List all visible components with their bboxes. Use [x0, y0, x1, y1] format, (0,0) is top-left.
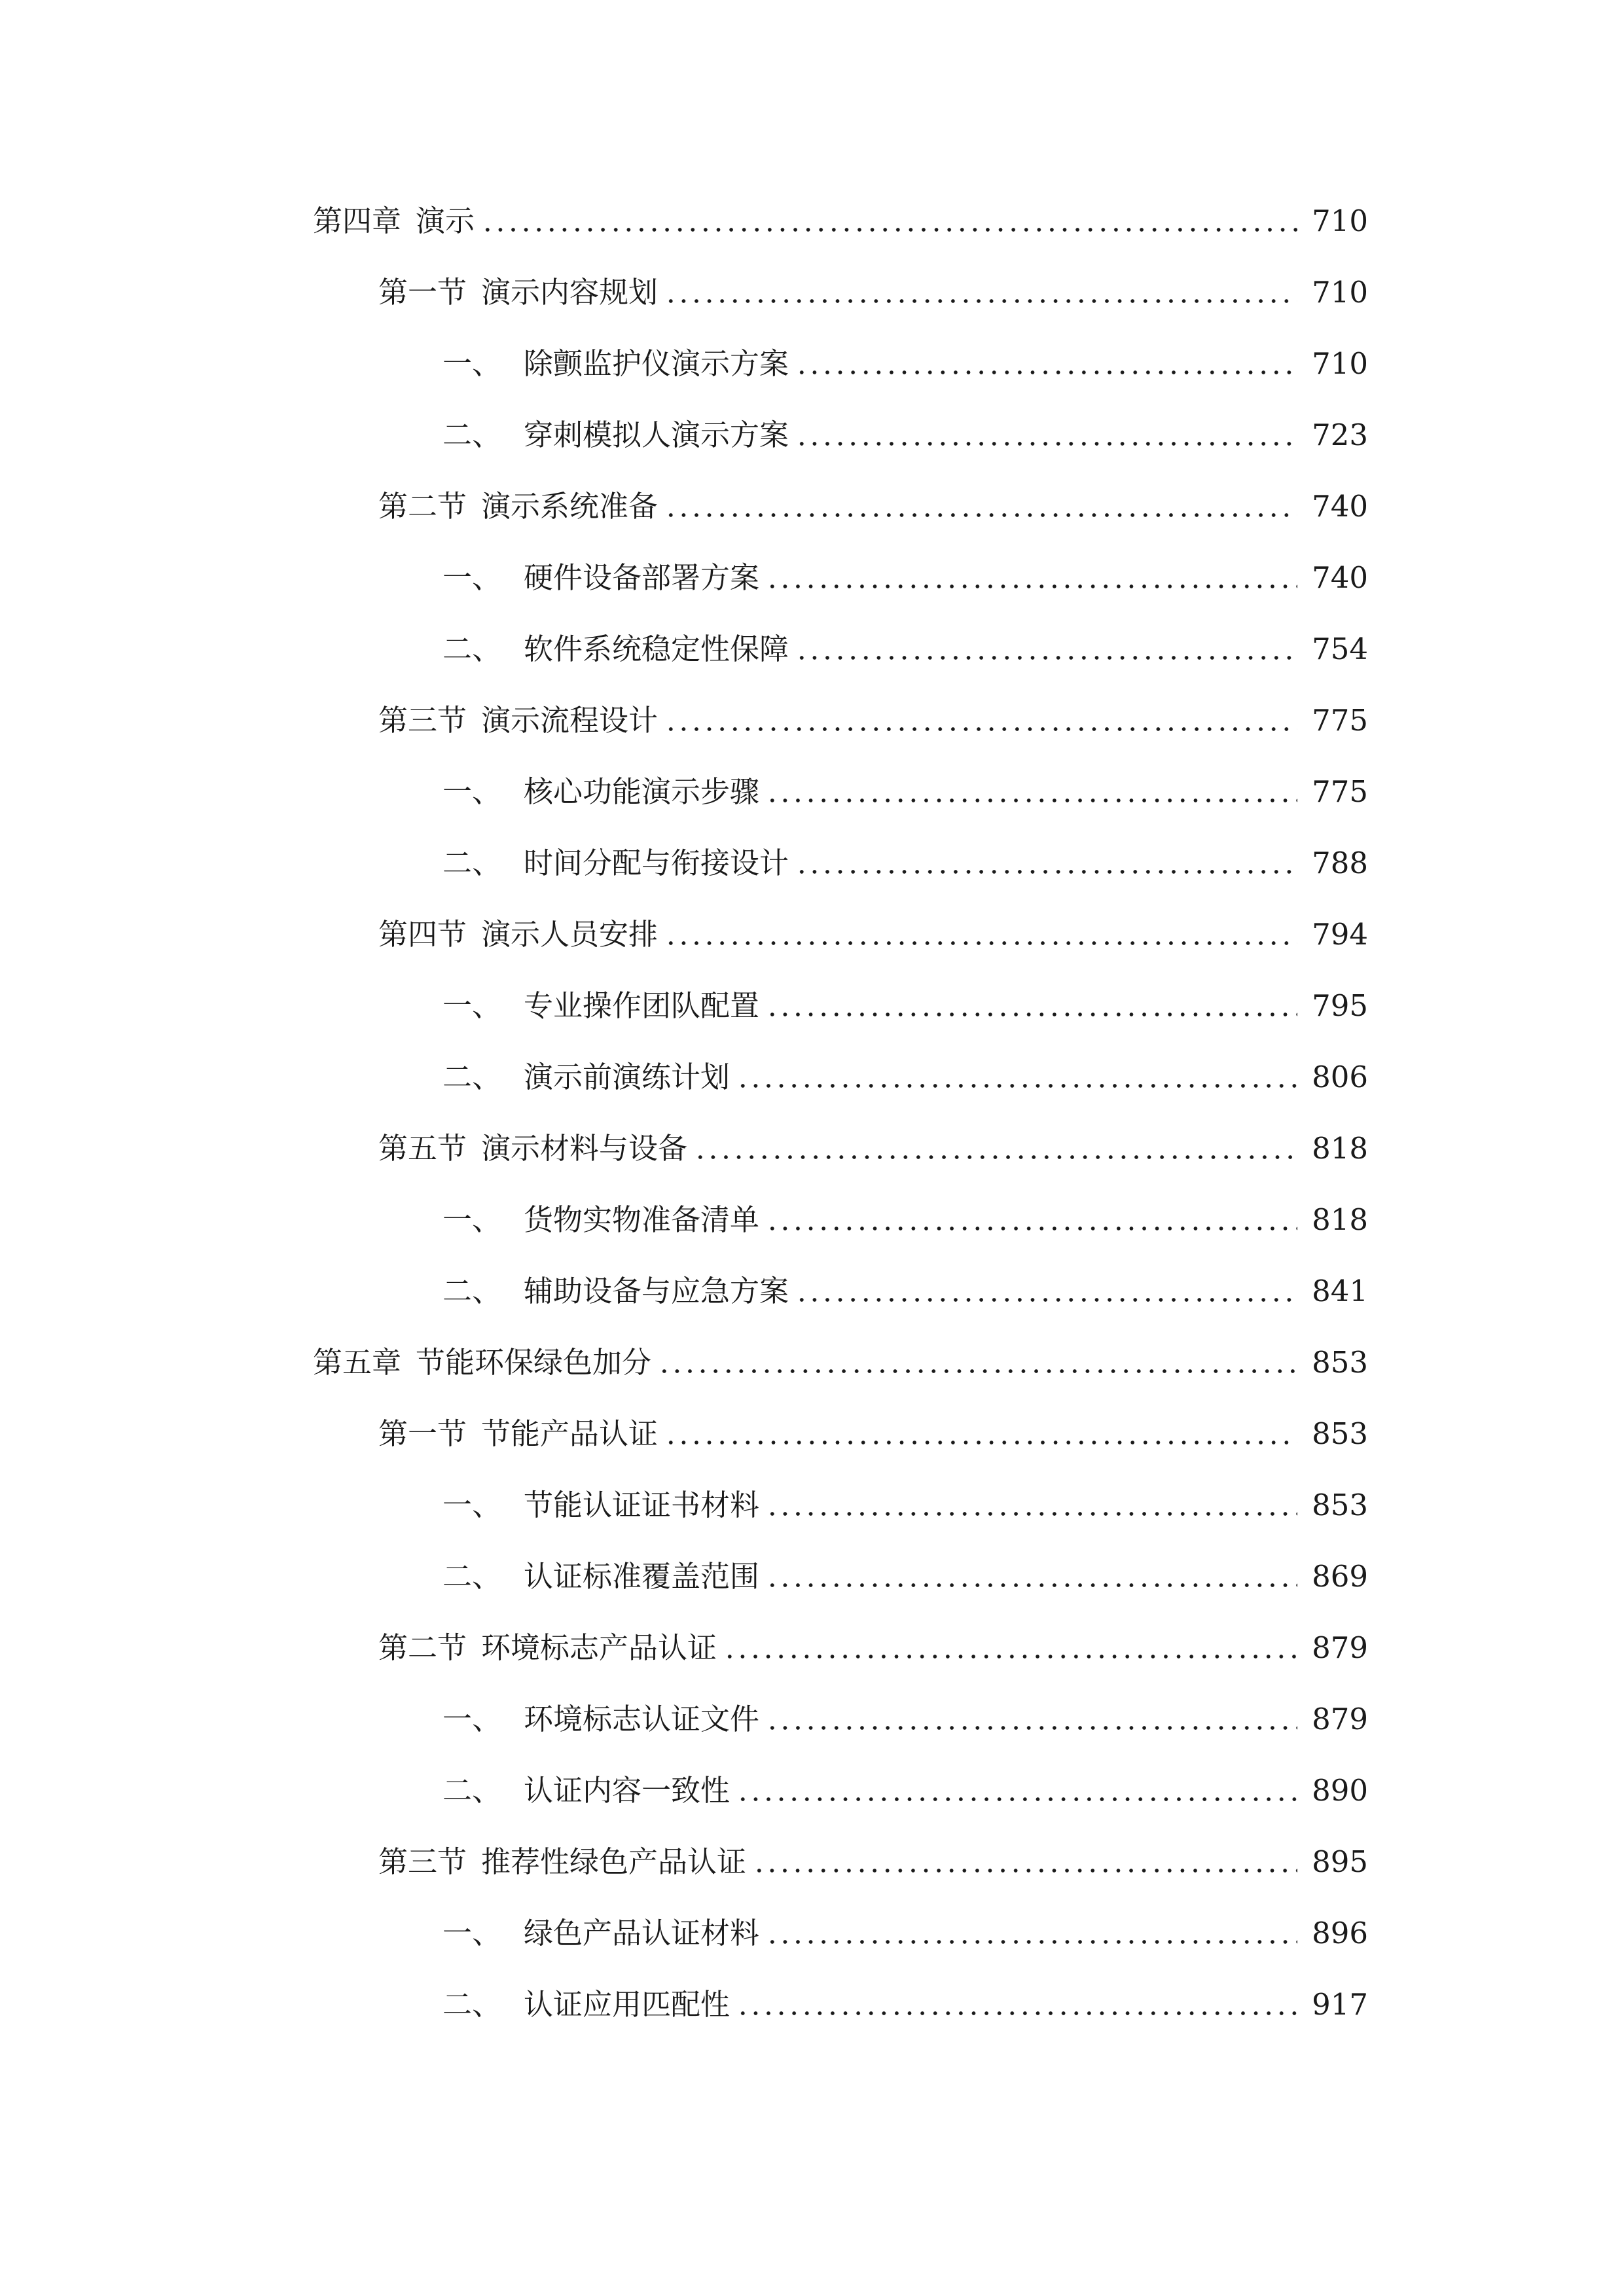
toc-label — [442, 845, 789, 882]
toc-entry-section[interactable] — [378, 907, 1368, 953]
toc-number: 二、 — [442, 1987, 502, 2022]
toc-page-number: 723 — [1312, 418, 1368, 452]
toc-entry-subsection[interactable] — [442, 1478, 1368, 1524]
toc-entry-subsection[interactable] — [442, 336, 1368, 382]
toc-label — [442, 1558, 759, 1595]
toc-title: 环境标志产品认证 — [481, 1630, 717, 1665]
toc-dot-leader — [736, 1797, 1297, 1801]
toc-entry-chapter[interactable] — [313, 1335, 1368, 1381]
toc-dot-leader — [766, 1726, 1297, 1730]
toc-number: 二、 — [442, 1274, 502, 1308]
toc-title: 演示人员安排 — [481, 917, 659, 952]
toc-title: 推荐性绿色产品认证 — [481, 1844, 747, 1879]
toc-page-number: 818 — [1312, 1202, 1368, 1237]
toc-label — [378, 1130, 687, 1167]
toc-page-number: 841 — [1312, 1274, 1368, 1308]
toc-entry-subsection[interactable] — [442, 1193, 1368, 1238]
toc-entry-chapter[interactable] — [313, 194, 1368, 240]
toc-label — [442, 1487, 759, 1524]
toc-label — [442, 1915, 759, 1952]
toc-title: 演示前演练计划 — [524, 1060, 731, 1094]
toc-title: 演示流程设计 — [481, 703, 659, 738]
toc-entry-section[interactable] — [378, 479, 1368, 525]
toc-title: 时间分配与衔接设计 — [524, 846, 789, 880]
toc-number: 二、 — [442, 1773, 502, 1808]
toc-number: 第三节 — [378, 703, 467, 738]
toc-label — [378, 916, 658, 953]
toc-label — [313, 1344, 651, 1381]
toc-entry-subsection[interactable] — [442, 1763, 1368, 1809]
toc-title: 演示内容规划 — [481, 275, 659, 310]
toc-number: 第二节 — [378, 1630, 467, 1665]
toc-number: 一、 — [442, 346, 502, 381]
toc-page-number: 775 — [1312, 774, 1368, 809]
toc-dot-leader — [766, 1013, 1297, 1016]
toc-title: 除颤监护仪演示方案 — [524, 346, 789, 381]
toc-number: 一、 — [442, 1916, 502, 1950]
toc-label — [378, 274, 658, 311]
toc-title: 硬件设备部署方案 — [524, 560, 760, 595]
toc-title: 穿刺模拟人演示方案 — [524, 418, 789, 452]
toc-page-number: 853 — [1312, 1345, 1368, 1380]
toc-label — [378, 1416, 658, 1452]
toc-label — [313, 203, 475, 240]
toc-title: 绿色产品认证材料 — [524, 1916, 760, 1950]
toc-title: 核心功能演示步骤 — [524, 774, 760, 809]
toc-page-number: 740 — [1312, 560, 1368, 595]
toc-number: 一、 — [442, 1202, 502, 1237]
toc-entry-section[interactable] — [378, 693, 1368, 739]
toc-label — [378, 702, 658, 739]
toc-number: 第四节 — [378, 917, 467, 952]
toc-page-number: 710 — [1312, 275, 1368, 310]
toc-number: 一、 — [442, 988, 502, 1023]
toc-title: 节能环保绿色加分 — [416, 1345, 652, 1380]
toc-dot-leader — [694, 1155, 1297, 1159]
toc-page-number: 754 — [1312, 632, 1368, 666]
toc-number: 一、 — [442, 774, 502, 809]
toc-dot-leader — [664, 1441, 1297, 1444]
toc-label — [442, 1059, 730, 1096]
toc-page-number: 917 — [1312, 1987, 1368, 2022]
toc-page-number: 806 — [1312, 1060, 1368, 1094]
toc-entry-subsection[interactable] — [442, 1692, 1368, 1738]
toc-title: 演示材料与设备 — [481, 1131, 688, 1166]
toc-title: 货物实物准备清单 — [524, 1202, 760, 1237]
toc-title: 认证应用匹配性 — [524, 1987, 731, 2022]
toc-number: 二、 — [442, 1060, 502, 1094]
toc-page-number: 890 — [1312, 1773, 1368, 1808]
toc-page-number: 896 — [1312, 1916, 1368, 1950]
toc-number: 二、 — [442, 846, 502, 880]
toc-page-number: 710 — [1312, 204, 1368, 238]
toc-dot-leader — [481, 228, 1297, 232]
toc-entry-subsection[interactable] — [442, 1264, 1368, 1310]
toc-dot-leader — [795, 1298, 1297, 1302]
toc-entry-subsection[interactable] — [442, 764, 1368, 810]
toc-entry-subsection[interactable] — [442, 1549, 1368, 1595]
toc-title: 辅助设备与应急方案 — [524, 1274, 789, 1308]
toc-entry-section[interactable] — [378, 1121, 1368, 1167]
toc-entry-subsection[interactable] — [442, 1906, 1368, 1952]
toc-label — [378, 488, 658, 525]
toc-entry-subsection[interactable] — [442, 550, 1368, 596]
toc-title: 演示 — [416, 204, 475, 238]
toc-dot-leader — [795, 656, 1297, 660]
toc-dot-leader — [664, 299, 1297, 303]
toc-number: 一、 — [442, 1702, 502, 1736]
toc-title: 软件系统稳定性保障 — [524, 632, 789, 666]
toc-page-number: 775 — [1312, 703, 1368, 738]
toc-title: 节能认证证书材料 — [524, 1488, 760, 1522]
toc-entry-section[interactable] — [378, 1621, 1368, 1666]
toc-entry-section[interactable] — [378, 265, 1368, 311]
toc-number: 一、 — [442, 1488, 502, 1522]
toc-page-number: 879 — [1312, 1702, 1368, 1736]
toc-dot-leader — [795, 370, 1297, 374]
toc-label — [442, 1772, 730, 1809]
toc-number: 第一节 — [378, 275, 467, 310]
toc-label — [442, 1701, 759, 1738]
toc-label — [442, 1273, 789, 1310]
toc-title: 专业操作团队配置 — [524, 988, 760, 1023]
toc-page-number: 788 — [1312, 846, 1368, 880]
toc-number: 第五章 — [313, 1345, 402, 1380]
toc-dot-leader — [766, 1227, 1297, 1230]
toc-label — [442, 346, 789, 382]
toc-number: 一、 — [442, 560, 502, 595]
toc-number: 二、 — [442, 418, 502, 452]
toc-entry-subsection[interactable] — [442, 978, 1368, 1024]
toc-label — [442, 774, 759, 810]
toc-label — [442, 631, 789, 668]
toc-dot-leader — [766, 1583, 1297, 1587]
toc-dot-leader — [753, 1869, 1297, 1873]
toc-dot-leader — [766, 798, 1297, 802]
toc-number: 二、 — [442, 632, 502, 666]
toc-dot-leader — [766, 1512, 1297, 1516]
toc-dot-leader — [795, 442, 1297, 446]
toc-page-number: 795 — [1312, 988, 1368, 1023]
toc-title: 认证标准覆盖范围 — [524, 1559, 760, 1594]
toc-dot-leader — [766, 1940, 1297, 1944]
toc-number: 第三节 — [378, 1844, 467, 1879]
toc-label — [442, 1986, 730, 2023]
toc-label — [442, 1202, 759, 1238]
toc-page-number: 740 — [1312, 489, 1368, 524]
toc-entry-subsection[interactable] — [442, 836, 1368, 882]
toc-dot-leader — [736, 2011, 1297, 2015]
toc-entry-subsection[interactable] — [442, 622, 1368, 668]
toc-dot-leader — [766, 584, 1297, 588]
toc-page-number: 869 — [1312, 1559, 1368, 1594]
toc-entry-section[interactable] — [378, 1835, 1368, 1880]
toc-dot-leader — [664, 727, 1297, 731]
toc-number: 第一节 — [378, 1416, 467, 1451]
toc-entry-subsection[interactable] — [442, 1977, 1368, 2023]
toc-label — [442, 560, 759, 596]
toc-entry-subsection[interactable] — [442, 408, 1368, 454]
toc-page-number: 895 — [1312, 1844, 1368, 1879]
toc-number: 第四章 — [313, 204, 402, 238]
toc-page-number: 853 — [1312, 1488, 1368, 1522]
toc-label — [378, 1844, 746, 1880]
toc-title: 节能产品认证 — [481, 1416, 659, 1451]
toc-dot-leader — [664, 513, 1297, 517]
toc-page-number: 818 — [1312, 1131, 1368, 1166]
toc-page-number: 853 — [1312, 1416, 1368, 1451]
toc-dot-leader — [658, 1369, 1297, 1373]
toc-title: 环境标志认证文件 — [524, 1702, 760, 1736]
toc-page-number: 879 — [1312, 1630, 1368, 1665]
toc-label — [442, 988, 759, 1024]
toc-page-number: 794 — [1312, 917, 1368, 952]
toc-label — [442, 417, 789, 454]
toc-dot-leader — [664, 941, 1297, 945]
toc-dot-leader — [723, 1655, 1297, 1659]
toc-number: 第五节 — [378, 1131, 467, 1166]
toc-entry-subsection[interactable] — [442, 1050, 1368, 1096]
toc-label — [378, 1630, 717, 1666]
toc-number: 二、 — [442, 1559, 502, 1594]
toc-title: 认证内容一致性 — [524, 1773, 731, 1808]
toc-dot-leader — [736, 1084, 1297, 1088]
toc-dot-leader — [795, 870, 1297, 874]
toc-number: 第二节 — [378, 489, 467, 524]
toc-title: 演示系统准备 — [481, 489, 659, 524]
toc-page-number: 710 — [1312, 346, 1368, 381]
toc-entry-section[interactable] — [378, 1407, 1368, 1452]
